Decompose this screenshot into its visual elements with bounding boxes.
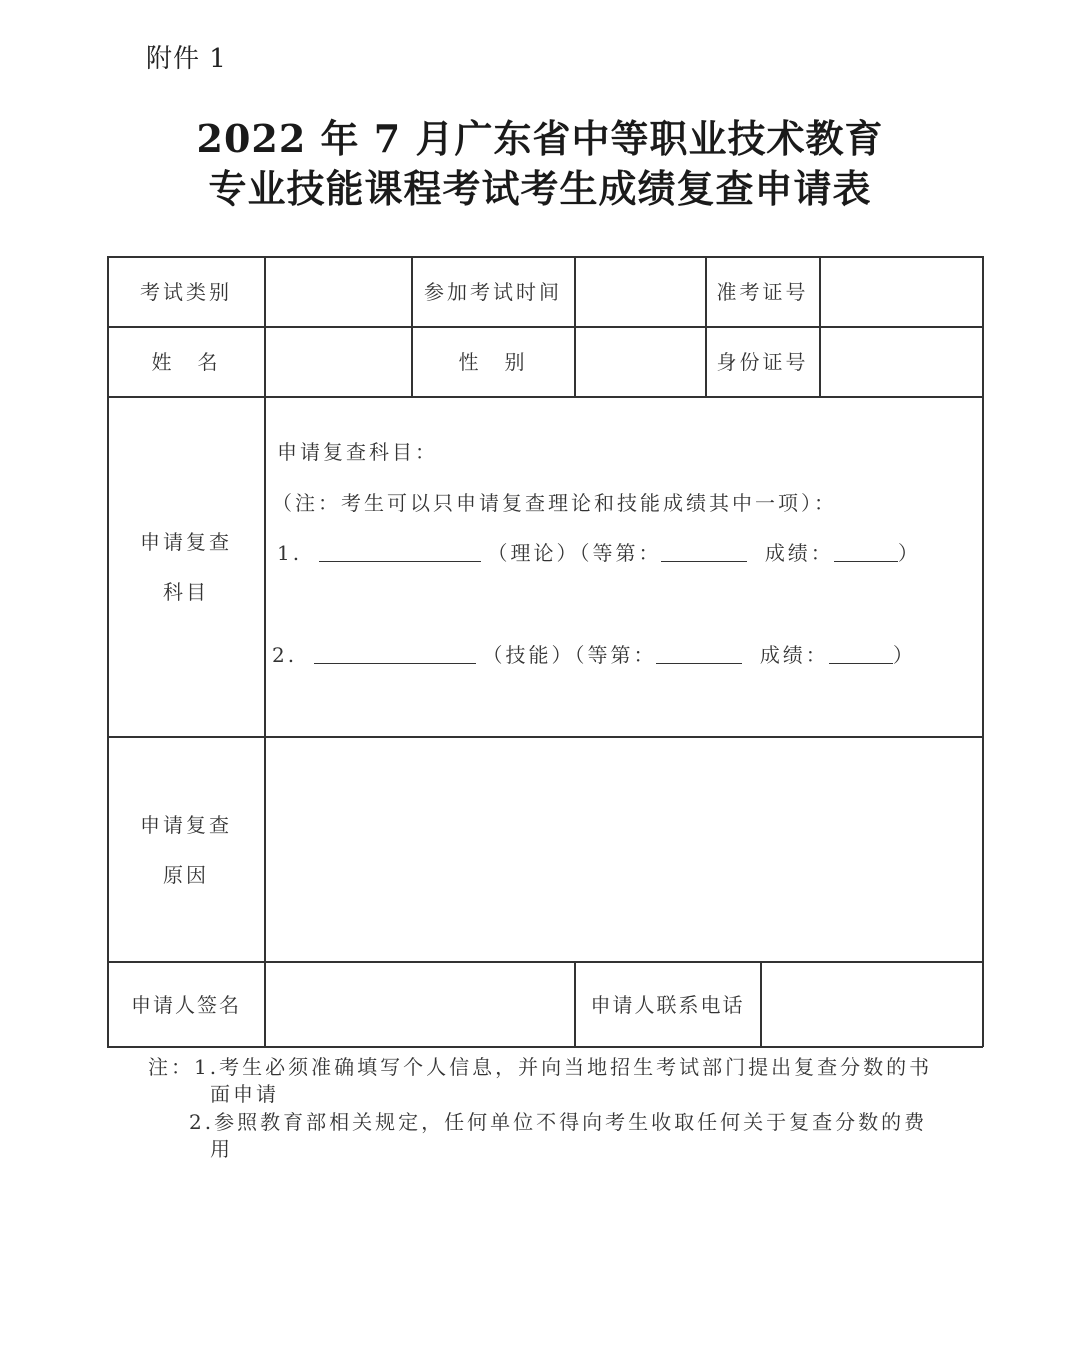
id-no-field[interactable]	[820, 327, 982, 397]
page-title-line1: 2022 年 7 月广东省中等职业技术教育	[196, 116, 884, 161]
signature-field[interactable]	[265, 962, 574, 1047]
exam-type-label: 考试类别	[140, 280, 232, 304]
subject-note: （注：考生可以只申请复查理论和技能成绩其中一项）：	[272, 491, 837, 515]
note-1-line1: 注：1.考生必须准确填写个人信息，并向当地招生考试部门提出复查分数的书	[148, 1055, 933, 1079]
theory-score-label: 成绩：	[764, 541, 834, 565]
name-label: 姓 名	[151, 350, 221, 374]
page-title-line2: 专业技能课程考试考生成绩复查申请表	[208, 166, 872, 211]
id-no-label: 身份证号	[716, 350, 809, 374]
table-border-right	[982, 256, 984, 1047]
skill-grade-blank[interactable]	[656, 641, 742, 664]
attachment-label: 附件 1	[146, 44, 227, 74]
subject-item-theory	[277, 537, 921, 566]
item-close: ）	[897, 541, 921, 565]
item-number: 1.	[277, 541, 303, 565]
phone-field[interactable]	[761, 962, 982, 1047]
note-2-line2: 用	[210, 1137, 233, 1161]
subject-item-skill	[272, 639, 916, 668]
reason-field[interactable]	[265, 737, 982, 962]
subject-label-line1: 申请复查	[140, 530, 232, 554]
subject-heading: 申请复查科目：	[277, 440, 438, 464]
subject-label-line2: 科目	[163, 580, 209, 604]
admission-no-field[interactable]	[820, 257, 982, 327]
item-close: ）	[892, 643, 916, 667]
exam-type-field[interactable]	[265, 257, 411, 327]
theory-grade-blank[interactable]	[661, 539, 747, 562]
exam-time-field[interactable]	[575, 257, 705, 327]
name-field[interactable]	[265, 327, 411, 397]
skill-score-label: 成绩：	[759, 643, 829, 667]
phone-label: 申请人联系电话	[590, 992, 745, 1017]
signature-label: 申请人签名	[131, 992, 241, 1017]
theory-subject-blank[interactable]	[319, 539, 481, 562]
skill-subject-blank[interactable]	[314, 641, 476, 664]
subject-label	[108, 397, 264, 737]
item-number: 2.	[272, 643, 298, 667]
reason-label-line1: 申请复查	[140, 812, 232, 837]
admission-no-label: 准考证号	[716, 280, 809, 304]
gender-field[interactable]	[575, 327, 705, 397]
reason-label	[108, 737, 264, 962]
skill-grade-label: （技能）（等第：	[482, 643, 657, 667]
exam-time-label: 参加考试时间	[424, 280, 562, 304]
theory-grade-label: （理论）（等第：	[487, 541, 662, 565]
skill-score-blank[interactable]	[829, 641, 893, 664]
reason-label-line2: 原因	[163, 862, 209, 887]
note-2-line1: 2.参照教育部相关规定，任何单位不得向考生收取任何关于复查分数的费	[189, 1110, 928, 1134]
note-1-line2: 面申请	[210, 1082, 279, 1106]
theory-score-blank[interactable]	[834, 539, 898, 562]
gender-label: 性 别	[458, 350, 528, 374]
